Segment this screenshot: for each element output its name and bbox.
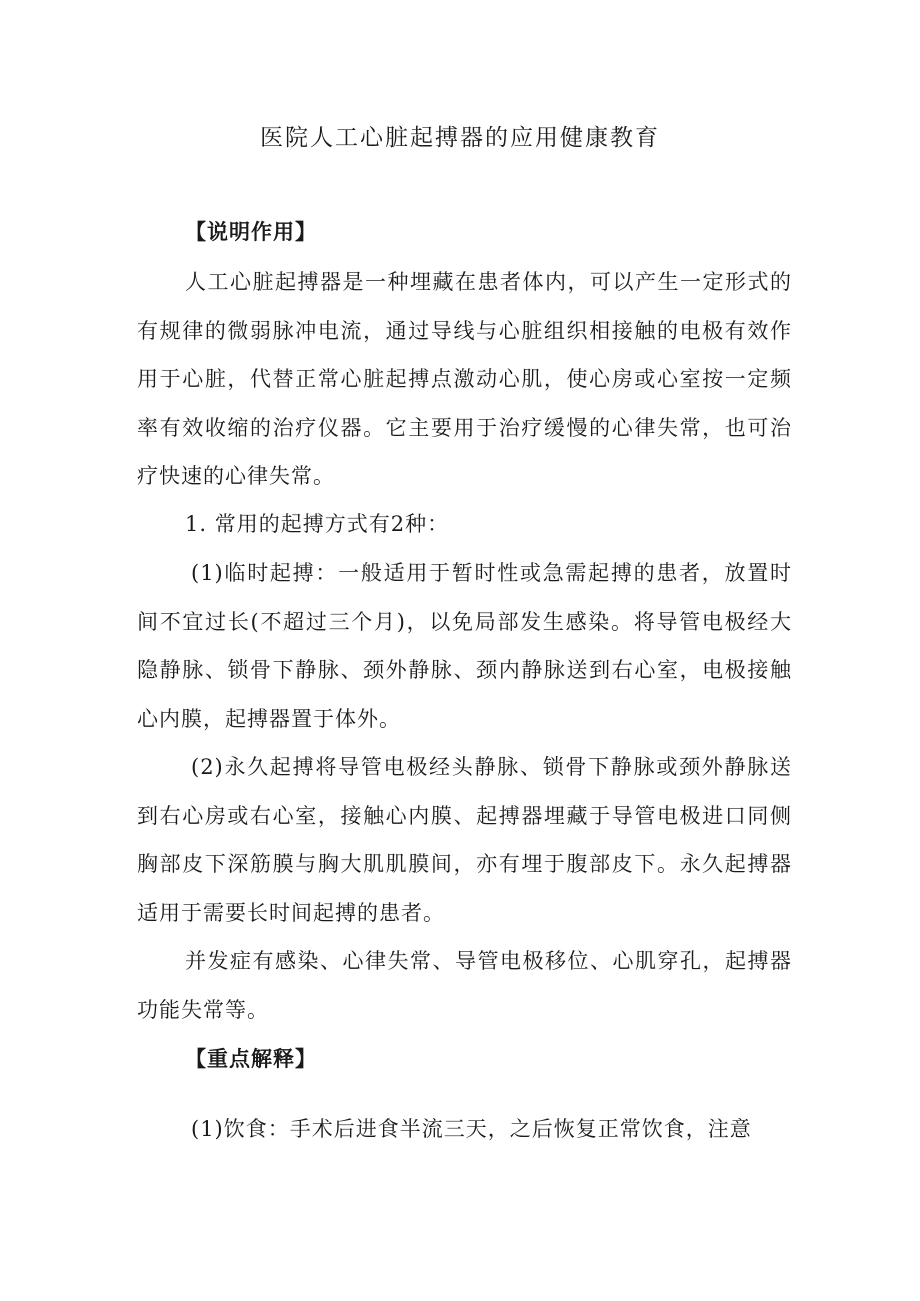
paragraph-diet: (1)饮食：手术后进食半流三天，之后恢复正常饮食，注意 [191, 1117, 752, 1141]
paragraph-temporary-pacing: (1)临时起搏：一般适用于暂时性或急需起搏的患者，放置时间不宜过长(不超过三个月)，以免局部发生感染。将导管电极经大隐静脉、锁骨下静脉、颈外静脉、颈内静脉送到右心室，电极接触心内膜，起搏器置于体外。 [137, 561, 792, 731]
section-heading-description: 【说明作用】 [185, 219, 317, 244]
paragraph-permanent-pacing: (2)永久起搏将导管电极经头静脉、锁骨下静脉或颈外静脉送到右心房或右心室，接触心内膜、起搏器埋藏于导管电极进口同侧胸部皮下深筋膜与胸大肌肌膜间，亦有埋于腹部皮下。永久起搏器适用于需要长时间起搏的患者。 [137, 755, 792, 925]
paragraph-intro: 人工心脏起搏器是一种埋藏在患者体内，可以产生一定形式的有规律的微弱脉冲电流，通过导线与心脏组织相接触的电极有效作用于心脏，代替正常心脏起搏点激动心肌，使心房或心室按一定频率有效收缩的治疗仪器。它主要用于治疗缓慢的心律失常，也可治疗快速的心律失常。 [137, 270, 792, 489]
paragraph-methods-heading: 1. 常用的起搏方式有2种： [185, 512, 450, 536]
document-title: 医院人工心脏起搏器的应用健康教育 [260, 125, 660, 151]
paragraph-complications: 并发症有感染、心律失常、导管电极移位、心肌穿孔，起搏器功能失常等。 [137, 949, 792, 1022]
section-heading-key-points: 【重点解释】 [185, 1046, 317, 1071]
